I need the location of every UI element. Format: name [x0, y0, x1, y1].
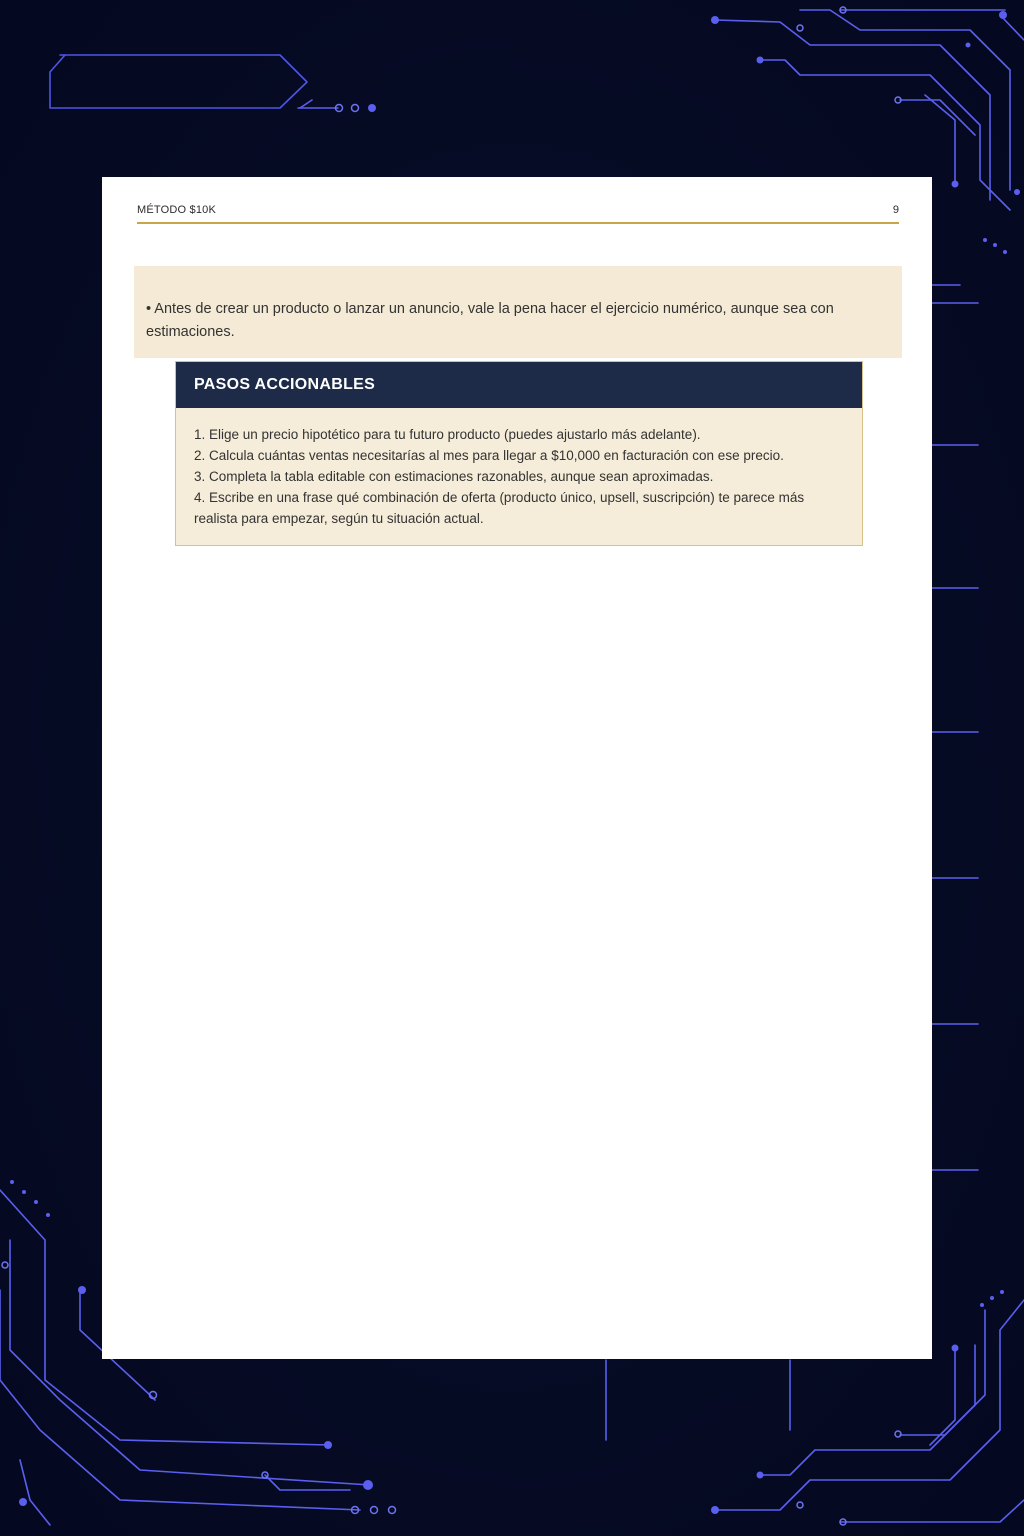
document-page: [102, 177, 932, 1359]
action-step-item: 3. Completa la tabla editable con estimaciones razonables, aunque sean aproximadas.: [194, 469, 714, 484]
document-title: MÉTODO $10K: [137, 204, 217, 216]
action-step-item: 4. Escribe en una frase qué combinación de oferta (producto único, upsell, suscripción) te parece más realista para empezar, según tu situación actual.: [194, 490, 805, 526]
note-text: • Antes de crear un producto o lanzar un anuncio, vale la pena hacer el ejercicio numérico, aunque sea con estimaciones.: [146, 301, 834, 340]
action-steps-list: [176, 408, 862, 545]
action-steps-title: PASOS ACCIONABLES: [176, 362, 862, 408]
action-step-item: 2. Calcula cuántas ventas necesitarías al mes para llegar a $10,000 en facturación con ese precio.: [194, 448, 784, 463]
action-steps-card: [175, 361, 863, 546]
page-number: 9: [892, 204, 899, 216]
page-header: [137, 204, 899, 224]
action-step-item: 1. Elige un precio hipotético para tu futuro producto (puedes ajustarlo más adelante).: [194, 427, 701, 442]
note-callout: [134, 266, 902, 358]
